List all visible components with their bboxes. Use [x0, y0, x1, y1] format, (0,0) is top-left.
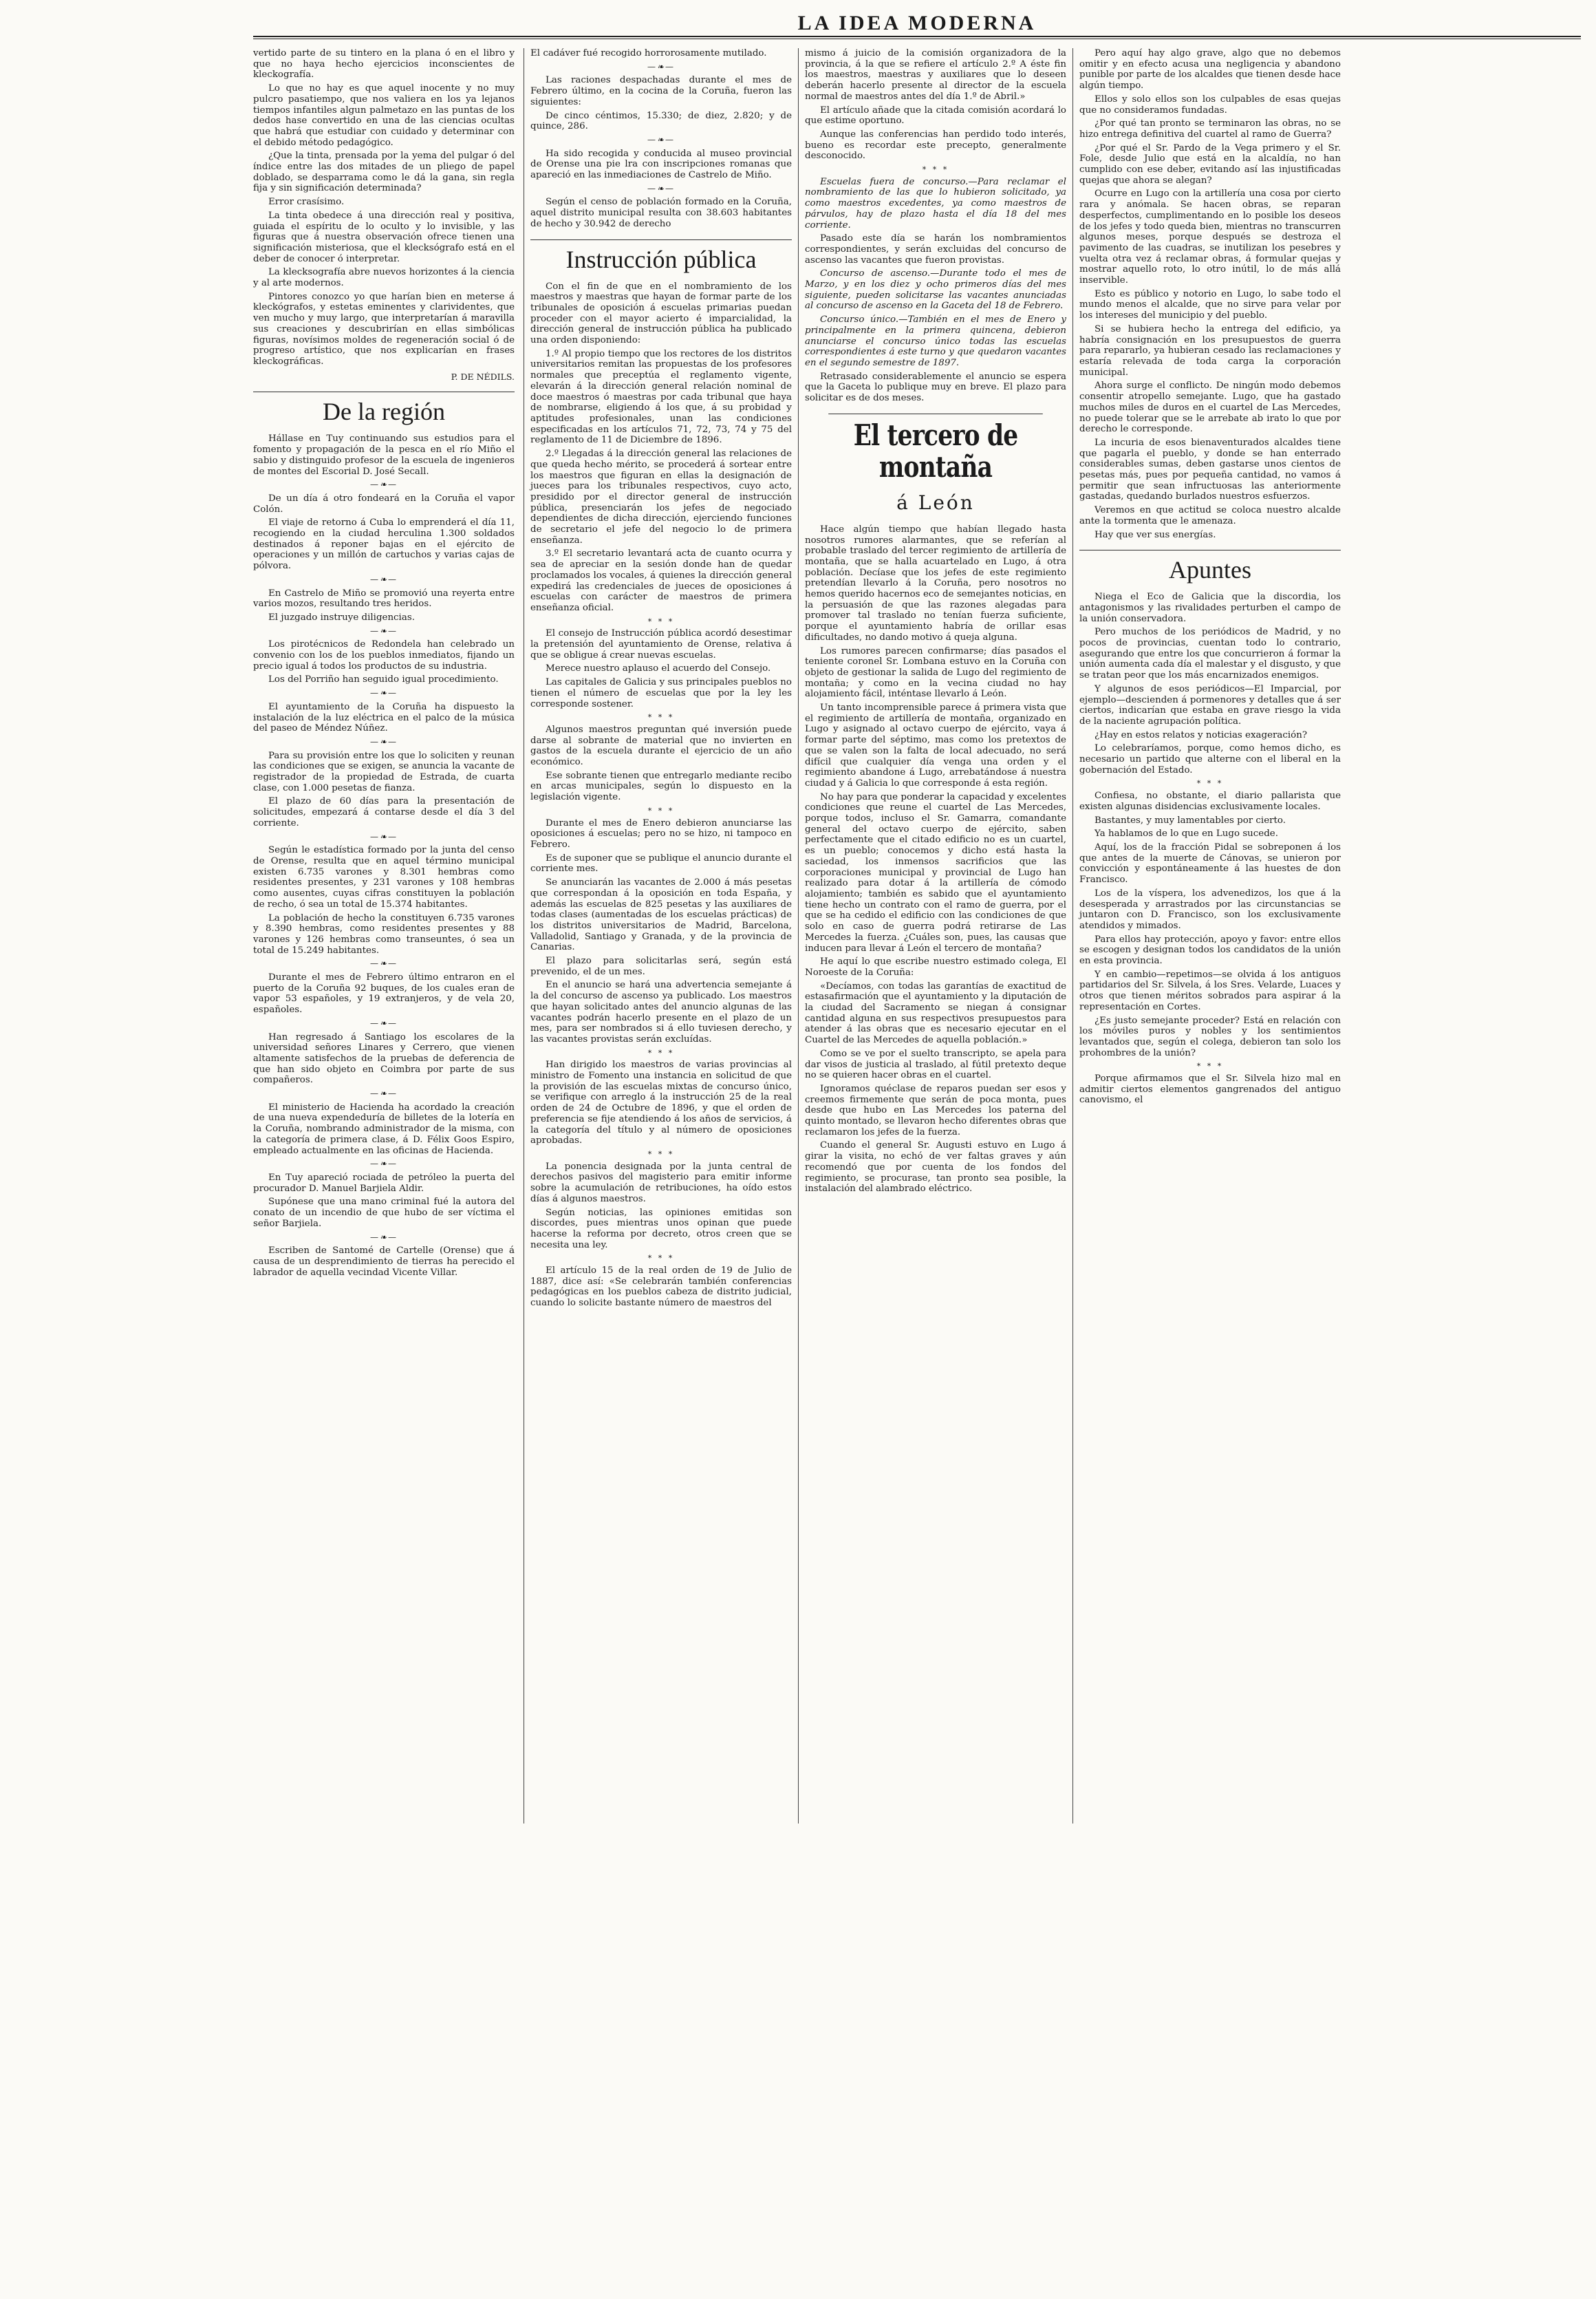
paragraph: Retrasado considerablemente el anuncio se espera que la Gaceta lo publique muy en breve. El plazo para solicitar es de dos meses.: [805, 371, 1066, 404]
news-item: Ha sido recogida y conducida al museo provincial de Orense una pie lra con inscripciones romanas que apareció en las inmediaciones de Castrelo de Miño.: [530, 148, 792, 181]
masthead-rule: [253, 36, 1581, 37]
separator-ornament: —❧—: [647, 134, 676, 145]
separator-stars: * * *: [922, 165, 949, 175]
section-title-instruction: Instrucción pública: [530, 239, 792, 273]
paragraph: «Decíamos, con todas las garantías de exactitud de estasafirmación que el ayuntamiento y la diputación de la ciudad del Sacramento se niegan á consignar cantidad alguna en sus respectivos presupuestos para atender á las obras que es necesario ejecutar en el Cuartel de las Mercedes de aquella población.»: [805, 981, 1066, 1046]
column-1: [253, 48, 515, 1281]
separator-ornament: —❧—: [369, 574, 398, 584]
paragraph: 3.º El secretario levantará acta de cuanto ocurra y sea de apreciar en la sesión donde han de quedar proclamados los vocales, á quienes la dirección general expedirá las credenciales de jueces de oposiciones á escuelas con carácter de maestros de primera enseñanza oficial.: [530, 548, 792, 613]
separator-stars: * * *: [647, 1048, 675, 1058]
news-item: El plazo de 60 días para la presentación de solicitudes, empezará á contarse desde el día 3 del corriente.: [253, 796, 515, 828]
separator-ornament: —❧—: [647, 61, 676, 72]
paragraph: Es de suponer que se publique el anuncio durante el corriente mes.: [530, 853, 792, 875]
news-item: Durante el mes de Febrero último entraron en el puerto de la Coruña 92 buques, de los cuales eran de vapor 53 españoles, y 19 extranjeros, y de vela 20, españoles.: [253, 972, 515, 1016]
separator-ornament: —❧—: [369, 959, 398, 969]
newspaper-title: LA IDEA MODERNA: [797, 12, 1037, 34]
paragraph: El artículo 15 de la real orden de 19 de Julio de 1887, dice así: «Se celebrarán también conferencias pedagógicas en los pueblos cabeza de distrito judicial, cuando lo solicite bastante número de maestros del: [530, 1265, 792, 1309]
news-item: Según le estadística formado por la junta del censo de Orense, resulta que en aquel término municipal existen 6.735 varones y 8.301 hembras como residentes presentes, y 231 varones y 108 hembras como ausentes, cuyas cifras constituyen la población de recho, ó sea un total de 15.374 habitantes.: [253, 845, 515, 910]
separator-ornament: —❧—: [369, 480, 398, 490]
paragraph: No hay para que ponderar la capacidad y excelentes condiciones que reune el cuartel de Las Mercedes, porque todos, incluso el Sr. Gamarra, comandante general del octavo cuerpo de ejército, saben perfectamente que el citado edificio no es un cuartel, es un pueblo; conocemos y dicho está hasta la saciedad, los inmensos sacrificios que las corporaciones municipal y provincial de Lugo han realizado para dotar á la artillería de cómodo alojamiento; también es sabido que el ayuntamiento tiene hecho un contrato con el ramo de guerra, por el que se ha cedido el edificio con las condiciones de que solo en caso de guerra podrá retirarse de Las Mercedes la fuerza. ¿Cuáles son, pues, las causas que inducen para llevar á León el tercero de montaña?: [805, 791, 1066, 954]
separator-ornament: —❧—: [369, 736, 398, 747]
paragraph: La incuria de esos bienaventurados alcaldes tiene que pagarla el pueblo, y donde se han enterrado considerables sumas, deben gastarse unos cientos de pesetas más, pues por pequeña cantidad, no vamos á permitir que sean infructuosas las anteriormente gastadas, quedando burlados nuestros esfuerzos.: [1079, 437, 1341, 502]
paragraph: Veremos en que actitud se coloca nuestro alcalde ante la tormenta que le amenaza.: [1079, 505, 1341, 526]
paragraph: mismo á juicio de la comisión organizadora de la provincia, á la que se refiere el artículo 2.º A éste fin los maestros, maestras y auxiliares que lo deseen deberán hacerlo presente al director de la escuela normal de maestros antes del día 1.º de Abril.»: [805, 48, 1066, 102]
column-3: [805, 48, 1066, 1197]
paragraph: Los de la víspera, los advenedizos, los que á la desesperada y arrastrados por las circunstancias se juntaron con D. Francisco, son los exclusivamente atendidos y mimados.: [1079, 888, 1341, 931]
paragraph: Niega el Eco de Galicia que la discordia, los antagonismos y las rivalidades perturben el campo de la unión conservadora.: [1079, 592, 1341, 624]
news-item: Supónese que una mano criminal fué la autora del conato de un incendio de que hubo de ser víctima el señor Barjiela.: [253, 1197, 515, 1229]
paragraph: Con el fin de que en el nombramiento de los maestros y maestras que hayan de formar parte de los tribunales de oposición á escuelas primarias puedan proceder con el mayor acierto é imparcialidad, la dirección general de instrucción pública ha publicado una orden disponiendo:: [530, 281, 792, 346]
paragraph: Los rumores parecen confirmarse; días pasados el teniente coronel Sr. Lombana estuvo en la Coruña con objeto de gestionar la salida de Lugo del regimiento de montaña; y como en la vecina ciudad no hay alojamiento fácil, inténtase llevarlo á León.: [805, 645, 1066, 700]
paragraph: Como se ve por el suelto transcripto, se apela para dar visos de justicia al traslado, al fútil pretexto deque no se quieren hacer obras en el cuartel.: [805, 1048, 1066, 1081]
column-rule: [1072, 48, 1073, 1824]
paragraph: Ellos y solo ellos son los culpables de esas quejas que no consideramos fundadas.: [1079, 94, 1341, 116]
paragraph: Ignoramos quéclase de reparos puedan ser esos y creemos firmemente que serán de poca monta, pues desde que hubo en Las Mercedes los paterna del quinto montado, se llevaron hecho diferentes obras que reclamaron los jefes de la fuerza.: [805, 1083, 1066, 1137]
paragraph: Bastantes, y muy lamentables por cierto.: [1094, 815, 1286, 826]
paragraph: Durante el mes de Enero debieron anunciarse las oposiciones á escuelas; pero no se hizo, ni tampoco en Febrero.: [530, 817, 792, 850]
section-subtitle: á León: [896, 491, 975, 514]
news-item: Las raciones despachadas durante el mes de Febrero último, en la cocina de la Coruña, fueron las siguientes:: [530, 75, 792, 107]
paragraph: 2.º Llegadas á la dirección general las relaciones de que queda hecho mérito, se procederá á sortear entre los maestros que figuran en ellas la designación de jueces para los tribunales respectivos, cuyo acto, presidido por el director general de instrucción pública, presenciarán los jefes de negociado dependientes de dicha dirección, ejerciendo funciones de secretario el jefe del negocio lo de primera enseñanza.: [530, 449, 792, 546]
paragraph: Y en cambio—repetimos—se olvida á los antiguos partidarios del Sr. Silvela, á los Sres. Velarde, Luaces y otros que tienen méritos sobrados para aspirar á la representación en Cortes.: [1079, 969, 1341, 1012]
news-item: Para su provisión entre los que lo soliciten y reunan las condiciones que se exigen, se anuncia la vacante de registrador de la propiedad de Estrada, de cuarta clase, con 1.000 pesetas de fianza.: [253, 750, 515, 793]
column-rule: [798, 48, 799, 1824]
paragraph: Error crasísimo.: [268, 197, 345, 208]
article-signature: P. DE NÉDILS.: [451, 371, 515, 382]
separator-ornament: —❧—: [369, 1232, 398, 1242]
news-item: El viaje de retorno á Cuba lo emprenderá el día 11, recogiendo en la ciudad herculina 1.300 soldados destinados á reponer bajas en el ejército de operaciones y un millón de cartuchos y varias cajas de pólvora.: [253, 517, 515, 572]
paragraph: Ocurre en Lugo con la artillería una cosa por cierto rara y anómala. Se hacen obras, se reparan desperfectos, cumplimentando en lo posible los deseos de los jefes y todo queda bien, mientras no transcurren algunos meses, porque después se destroza el pavimento de las cuadras, se inutilizan los pesebres y vuelta otra vez á reclamar obras, á formular quejas y mostrar aquello roto, lo otro inútil, lo de más allá inservible.: [1079, 189, 1341, 286]
column-4: [1079, 48, 1341, 1109]
paragraph: Ese sobrante tienen que entregarlo mediante recibo en arcas municipales, según lo dispuesto en la legislación vigente.: [530, 770, 792, 803]
separator-ornament: —❧—: [369, 625, 398, 636]
paragraph: ¿Es justo semejante proceder? Está en relación con los móviles puros y nobles y los sentimientos levantados que, según el colega, debieron tan solo los prohombres de la unión?: [1079, 1015, 1341, 1058]
paragraph: Hay que ver sus energías.: [1094, 529, 1216, 540]
separator-stars: * * *: [1196, 1062, 1224, 1071]
separator-ornament: —❧—: [369, 1159, 398, 1169]
separator-ornament: —❧—: [369, 1018, 398, 1028]
news-item: El ministerio de Hacienda ha acordado la creación de una nueva expendeduría de billetes de la lotería en la Coruña, nombrando administrador de la misma, con la categoría de primera clase, á D. Félix Goos Espiro, empleado actualmente en las oficinas de Hacienda.: [253, 1102, 515, 1156]
separator-ornament: —❧—: [369, 1089, 398, 1099]
news-item: Los pirotécnicos de Redondela han celebrado un convenio con los de los pueblos inmediatos, fijando un precio igual á todos los productos de su industria.: [253, 639, 515, 672]
paragraph: Las capitales de Galicia y sus principales pueblos no tienen el número de escuelas que por la ley les corresponde sostener.: [530, 677, 792, 709]
paragraph: Escuelas fuera de concurso.—Para reclamar el nombramiento de las que lo hubieron solicitado, ya como maestros excedentes, ya como maestros de párvulos, hay de plazo hasta el día 18 del mes corriente.: [805, 176, 1066, 231]
paragraph: El consejo de Instrucción pública acordó desestimar la pretensión del ayuntamiento de Orense, relativa á que se obligue á crear nuevas escuelas.: [530, 628, 792, 661]
separator-stars: * * *: [647, 713, 675, 723]
separator-stars: * * *: [647, 806, 675, 815]
paragraph: Lo celebraríamos, porque, como hemos dicho, es necesario un partido que alterne con el liberal en la gobernación del Estado.: [1079, 743, 1341, 776]
news-item: Han regresado á Santiago los escolares de la universidad señores Linares y Cerrero, que vienen altamente satisfechos de la pruebas de deferencia de que han sido objeto en Coimbra por parte de sus compañeros.: [253, 1031, 515, 1086]
column-2: [530, 48, 792, 1312]
paragraph: El artículo añade que la citada comisión acordará lo que estime oportuno.: [805, 105, 1066, 127]
paragraph: Pasado este día se harán los nombramientos correspondientes, y serán excluidas del concurso de ascenso las vacantes que fueron provistas.: [805, 233, 1066, 266]
paragraph: Cuando el general Sr. Augusti estuvo en Lugo á girar la visita, no echó de ver faltas graves y aún recomendó que por cuenta de los fondos del regimiento, se procurase, tan pronto sea posible, la instalación del alambrado eléctrico.: [805, 1140, 1066, 1195]
paragraph: Ahora surge el conflicto. De ningún modo debemos consentir atropello semejante. Lugo, que ha gastado muchos miles de duros en el cuartel de Las Mercedes, no puede tolerar que se le arrebate ab irato lo que por derecho le corresponde.: [1079, 381, 1341, 435]
news-item: Los del Porriño han seguido igual procedimiento.: [268, 674, 499, 685]
separator-ornament: —❧—: [369, 831, 398, 842]
separator-ornament: —❧—: [647, 183, 676, 193]
paragraph: Un tanto incomprensible parece á primera vista que el regimiento de artillería de montaña, organizado en Lugo y asignado al octavo cuerpo de ejército, vaya á formar parte del séptimo, mas como los pretextos de que se valen son la falta de local adecuado, no será difícil que cualquier día venga una orden y el regimiento abandone á Lugo, arrebatándose á nuestra ciudad y á Galicia lo que corresponde á esta región.: [805, 703, 1066, 789]
paragraph: Concurso de ascenso.—Durante todo el mes de Marzo, y en los diez y ocho primeros días del mes siguiente, pueden solicitarse las vacantes anunciadas al concurso de ascenso en la Gaceta del 18 de Febrero.: [805, 268, 1066, 312]
separator-stars: * * *: [647, 617, 675, 626]
paragraph: Hace algún tiempo que habían llegado hasta nosotros rumores alarmantes, que se referían al probable traslado del tercer regimiento de artillería de montaña, que se halla acuartelado en Lugo, á otra población. Decíase que los jefes de este regimiento pretendían llevarlo á la Coruña, pero nosotros no hemos querido hacernos eco de semejantes noticias, en la persuasión de que las razones alegadas para promover tal traslado no tenían fuerza suficiente, porque el ayuntamiento habría de orillar esas dificultades, no dando motivo á queja alguna.: [805, 524, 1066, 643]
paragraph: Para ellos hay protección, apoyo y favor: entre ellos se escogen y designan todos los candidatos de la unión en esta provincia.: [1079, 934, 1341, 967]
paragraph: Y algunos de esos periódicos—El Imparcial, por ejemplo—descienden á pormenores y detalles que á ser ciertos, indicarían que estaba en grave riesgo la vida de la naciente agrupación política.: [1079, 683, 1341, 727]
news-item: El cadáver fué recogido horrorosamente mutilado.: [530, 48, 767, 58]
separator-stars: * * *: [647, 1149, 675, 1159]
section-title-region: De la región: [253, 392, 515, 425]
paragraph: Confiesa, no obstante, el diario pallarista que existen algunas disidencias exclusivamente locales.: [1079, 791, 1341, 812]
paragraph: Según noticias, las opiniones emitidas son discordes, pues mientras unos opinan que puede hacerse la reforma por decreto, otros creen que se necesita una ley.: [530, 1207, 792, 1250]
news-item: La población de hecho la constituyen 6.735 varones y 8.390 hembras, como residentes presentes y 88 varones y 126 hembras como transeuntes, ó sea un total de 15.249 habitantes.: [253, 912, 515, 956]
paragraph: Ya hablamos de lo que en Lugo sucede.: [1094, 828, 1278, 840]
paragraph: La klecksografía abre nuevos horizontes á la ciencia y al arte modernos.: [253, 267, 515, 289]
news-item: El ayuntamiento de la Coruña ha dispuesto la instalación de la luz eléctrica en el palco de la música del paseo de Méndez Núñez.: [253, 701, 515, 734]
paragraph: Merece nuestro aplauso el acuerdo del Consejo.: [546, 663, 771, 674]
paragraph: ¿Por qué tan pronto se terminaron las obras, no se hizo entrega definitiva del cuartel al ramo de Guerra?: [1079, 118, 1341, 140]
paragraph: Concurso único.—También en el mes de Enero y principalmente en la primera quincena, debieron anunciarse el concurso único todas las escuelas correspondientes á este turno y que quedaron vacantes en el segundo semestre de 1897.: [805, 314, 1066, 368]
news-item: En Castrelo de Miño se promovió una reyerta entre varios mozos, resultando tres heridos.: [253, 588, 515, 610]
news-item: En Tuy apareció rociada de petróleo la puerta del procurador D. Manuel Barjiela Aldir.: [253, 1172, 515, 1194]
paragraph: ¿Hay en estos relatos y noticias exageración?: [1094, 729, 1308, 740]
paragraph: He aquí lo que escribe nuestro estimado colega, El Noroeste de la Coruña:: [805, 956, 1066, 978]
paragraph: Aunque las conferencias han perdido todo interés, bueno es recordar este precepto, generalmente desconocido.: [805, 129, 1066, 162]
paragraph: Esto es público y notorio en Lugo, lo sabe todo el mundo menos el alcalde, que no sirve para velar por los intereses del municipio y del pueblo.: [1079, 288, 1341, 321]
paragraph: El plazo para solicitarlas será, según está prevenido, el de un mes.: [530, 956, 792, 977]
paragraph: Pintores conozco yo que harían bien en meterse á kleckógrafos, y estetas eminentes y clarividentes, que ven mucho y muy largo, que interpretarían á maravilla sus creaciones y descubrirían en ellas simbólicas figuras, novísimos moldes de regeneración social ó de progreso artístico, que nos explicarían en frases kleckográficas.: [253, 291, 515, 367]
paragraph: Si se hubiera hecho la entrega del edificio, ya habría consignación en los presupuestos de guerra para repararlo, ya hubieran cesado las reclamaciones y estaría relevada de toda carga la corporación municipal.: [1079, 323, 1341, 378]
news-item: Escriben de Santomé de Cartelle (Orense) que á causa de un desprendimiento de tierras ha perecido el labrador de aquella vecindad Vicente Villar.: [253, 1245, 515, 1278]
paragraph: ¿Por qué el Sr. Pardo de la Vega primero y el Sr. Fole, desde Julio que está en la alcaldía, no han cumplido con ese deber, evitando así las injustificadas quejas que ahora se alegan?: [1079, 142, 1341, 186]
section-title-mountain-artillery: El tercero de montaña: [828, 414, 1043, 483]
separator-stars: * * *: [647, 1254, 675, 1263]
paragraph: Se anunciarán las vacantes de 2.000 á más pesetas que correspondan á la oposición en toda España, y además las escuelas de 825 pesetas y las auxiliares de todas clases (aumentadas de los escuelas prácticas) de los distritos universitarios de Madrid, Barcelona, Valladolid, Santiago y Granada, y de la provincia de Canarias.: [530, 877, 792, 953]
news-item: De cinco céntimos, 15.330; de diez, 2.820; y de quince, 286.: [530, 110, 792, 132]
paragraph: Pero aquí hay algo grave, algo que no debemos omitir y en efecto acusa una negligencia y abandono punible por parte de los alcaldes que tienen desde hace algún tiempo.: [1079, 48, 1341, 92]
paragraph: Han dirigido los maestros de varias provincias al ministro de Fomento una instancia en solicitud de que la provisión de las escuelas mixtas de concurso único, se verifique con arreglo á la instrucción 25 de la real orden de 24 de Octubre de 1896, y que el orden de preferencia se fije atendiendo á los años de servicios, á la categoría del título y al número de oposiciones aprobadas.: [530, 1060, 792, 1146]
news-item: De un día á otro fondeará en la Coruña el vapor Colón.: [253, 493, 515, 515]
section-title-notes: Apuntes: [1079, 550, 1341, 584]
paragraph: vertido parte de su tintero en la plana ó en el libro y que no haya hecho ejercicios inconscientes de kleckografía.: [253, 48, 515, 81]
separator-ornament: —❧—: [369, 688, 398, 698]
paragraph: La ponencia designada por la junta central de derechos pasivos del magisterio para emitir informe sobre la acumulación de retribuciones, ha oído estos días á algunos maestros.: [530, 1161, 792, 1204]
paragraph: Aquí, los de la fracción Pidal se sobreponen á los que antes de la muerte de Cánovas, se unieron por convicción y espontáneamente á las huestes de don Francisco.: [1079, 842, 1341, 886]
paragraph: En el anuncio se hará una advertencia semejante á la del concurso de ascenso ya publicado. Los maestros que hayan solicitado antes del anuncio algunas de las vacantes podrán hacerlo presente en el plazo de un mes, para ser nombrados si á ello tuviesen derecho, y las vacantes provistas serán excluídas.: [530, 980, 792, 1045]
masthead: [253, 10, 1581, 37]
paragraph: Pero muchos de los periódicos de Madrid, y no pocos de provincias, cuentan todo lo contrario, asegurando que entre los que concurrieron á formar la unión aumenta cada día el malestar y el disgusto, y que se tratan peor que los más encarnizados enemigos.: [1079, 627, 1341, 681]
paragraph: 1.º Al propio tiempo que los rectores de los distritos universitarios remitan las propuestas de los profesores normales que preceptúa el reglamento vigente, elevarán á la dirección general relación nominal de doce maestros ó maestras por cada tribunal que haya de nombrarse, eligiendo á los que, á su probidad y aptitudes profesionales, unan las condiciones especificadas en los artículos 71, 72, 73, 74 y 75 del reglamento de 11 de Diciembre de 1896.: [530, 348, 792, 446]
news-item: Hállase en Tuy continuando sus estudios para el fomento y propagación de la pesca en el río Miño el sabio y distinguido profesor de la escuela de ingenieros de montes del Escorial D. José Secall.: [253, 434, 515, 477]
paragraph: Porque afirmamos que el Sr. Silvela hizo mal en admitir ciertos elementos gangrenados del antiguo canovismo, el: [1079, 1073, 1341, 1106]
paragraph: Lo que no hay es que aquel inocente y no muy pulcro pasatiempo, que nos valiera en los ya lejanos tiempos infantiles algun palmetazo en las puntas de los dedos hase convertido en una de las ciencias ocultas que habrá que estudiar con cuidado y determinar con el debido método pedagógico.: [253, 83, 515, 148]
separator-stars: * * *: [1196, 779, 1224, 789]
paragraph: ¿Que la tinta, prensada por la yema del pulgar ó del índice entre las dos mitades de un pliego de papel doblado, se desparrama como le dá la gana, sin regla fija y sin significación determinada?: [253, 151, 515, 194]
paragraph: La tinta obedece á una dirección real y positiva, guiada el espíritu de lo oculto y lo invisible, y las figuras que á nuestra observación ofrece tienen una significación misteriosa, que el klecksógrafo está en el deber de conocer ó interpretar.: [253, 210, 515, 264]
news-item: Según el censo de población formado en la Coruña, aquel distrito municipal resulta con 38.603 habitantes de hecho y 30.942 de derecho: [530, 197, 792, 229]
paragraph: Algunos maestros preguntan qué inversión puede darse al sobrante de material que no invierten en gastos de la escuela durante el ejercicio de un año económico.: [530, 724, 792, 768]
news-item: El juzgado instruye diligencias.: [268, 612, 415, 623]
